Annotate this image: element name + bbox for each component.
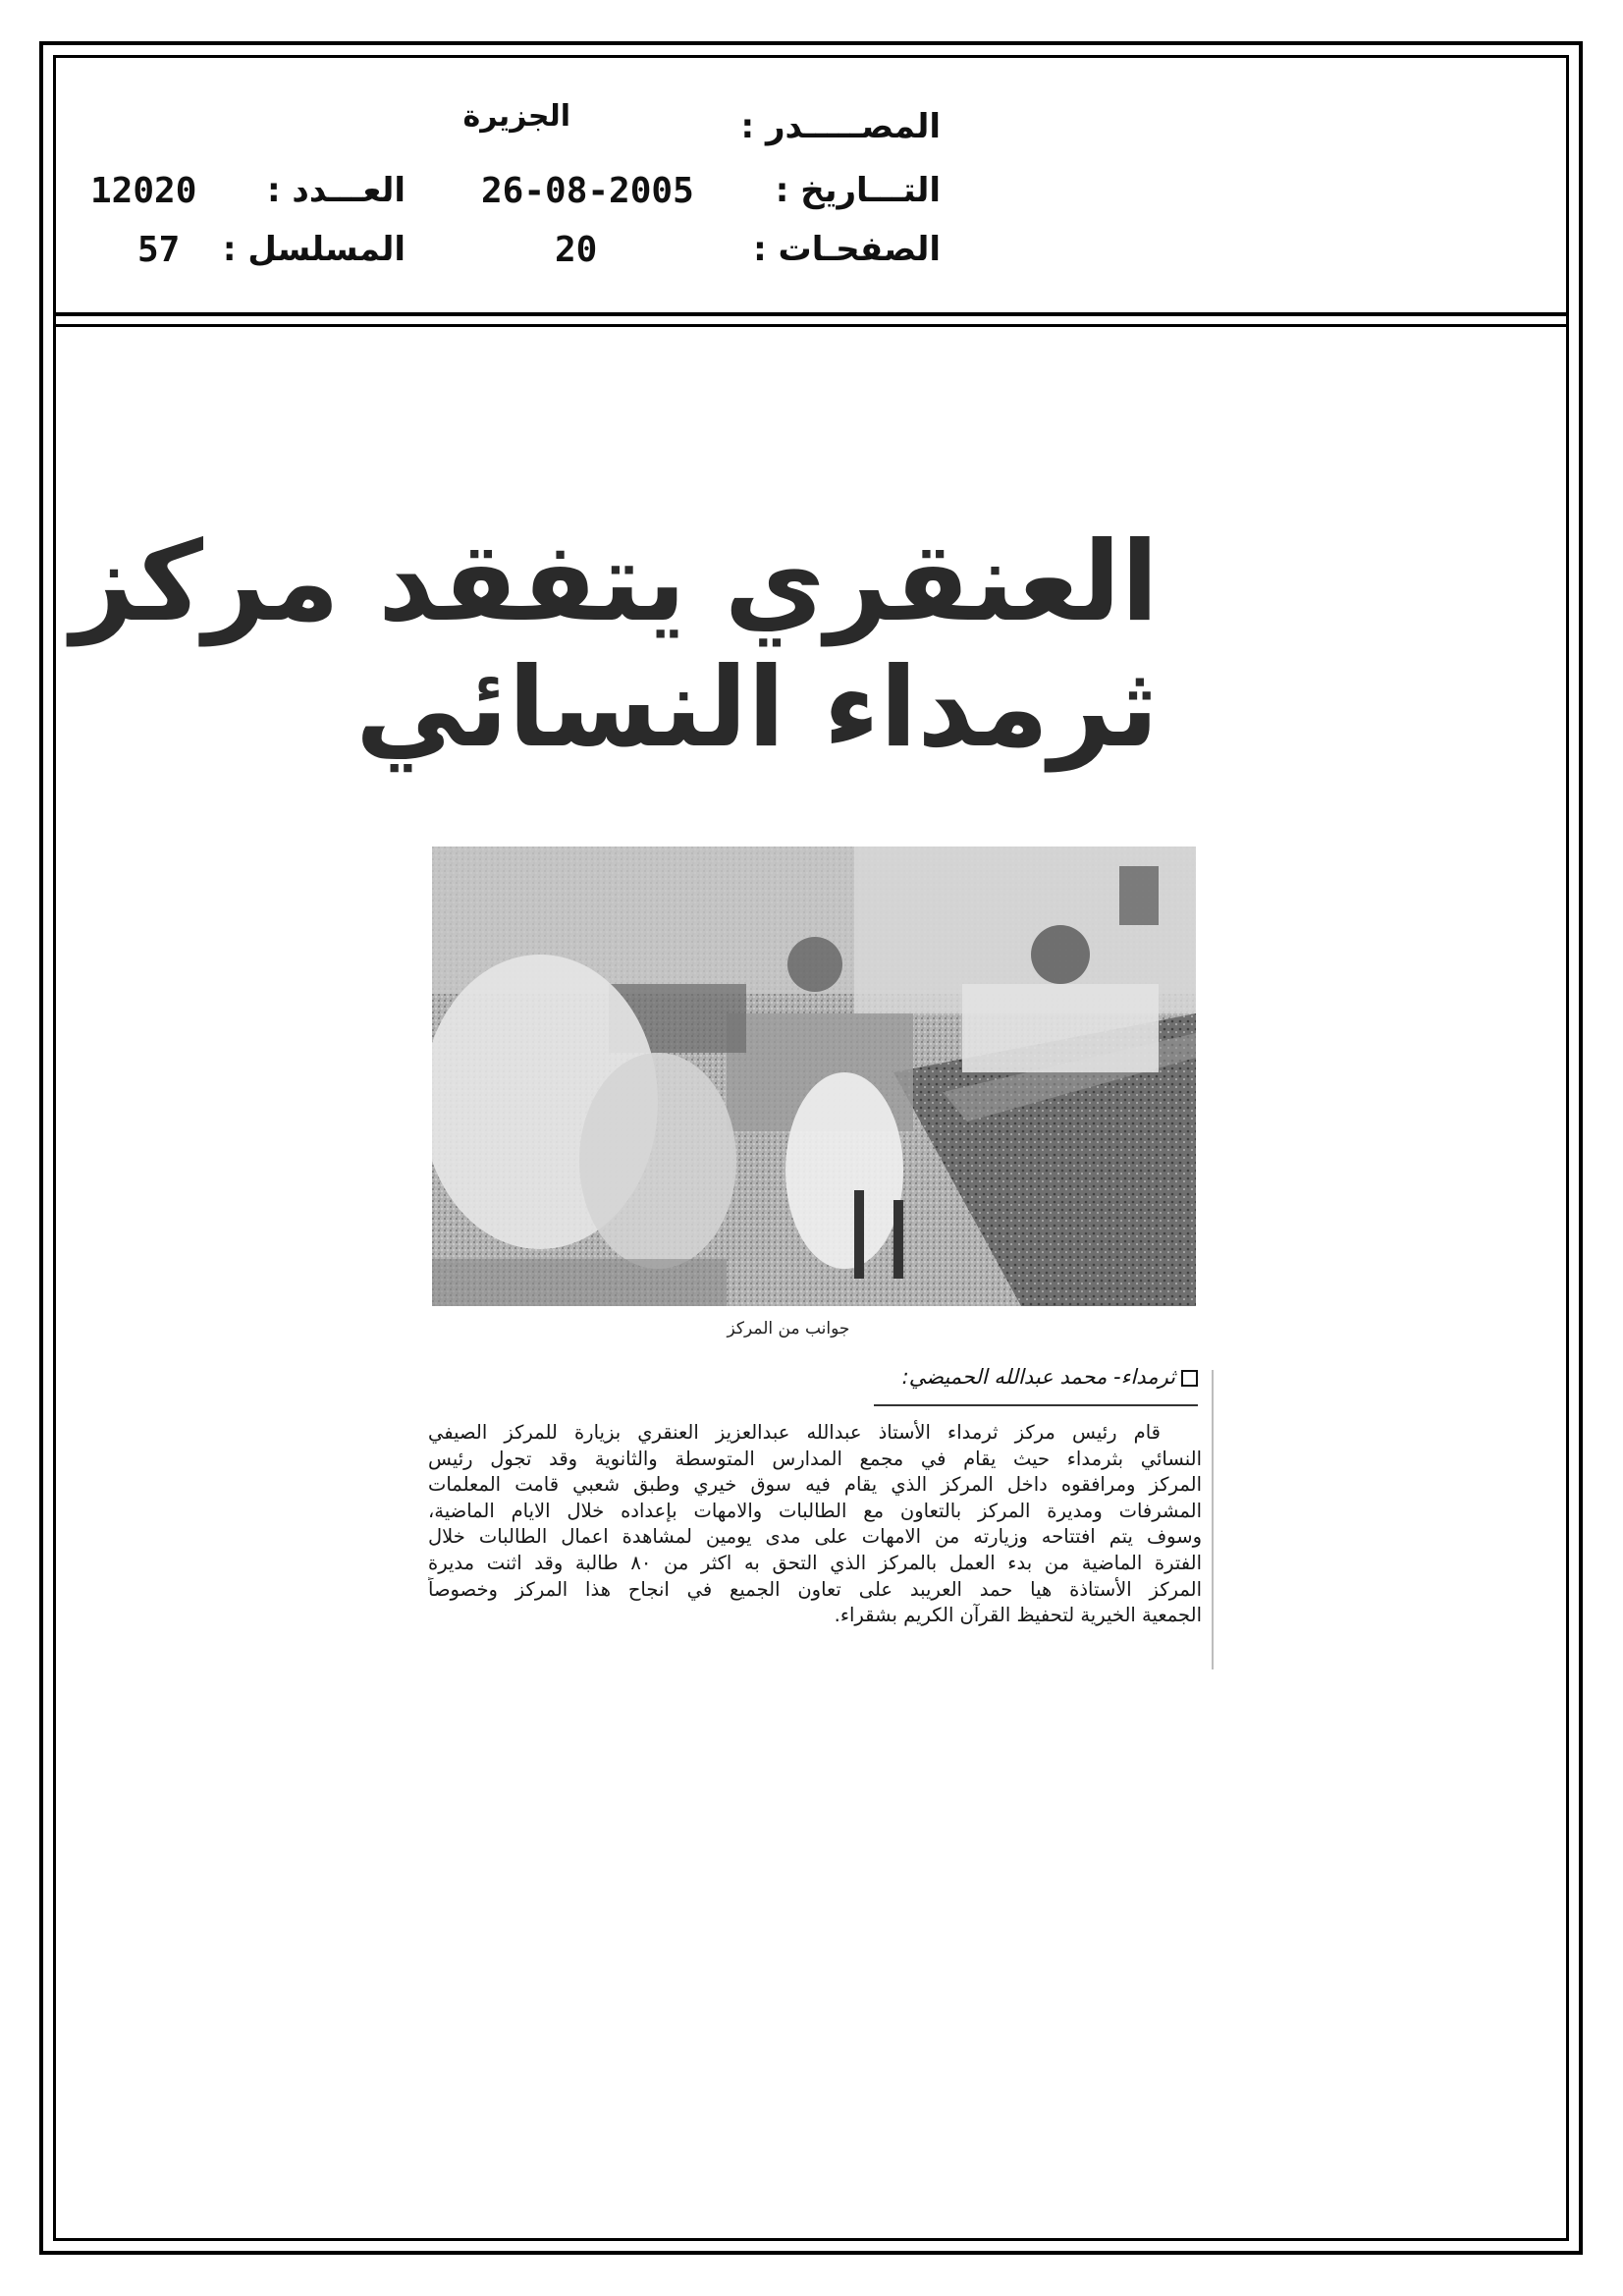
serial-label: المسلسل :	[222, 230, 406, 269]
source-value: الجزيرة	[462, 99, 570, 134]
body-line: وسوف يتم افتتاحه وزيارته من الامهات على مدى يومين لمشاهدة اعمال الطالبات خلال	[428, 1525, 1202, 1549]
photo-scene	[432, 847, 1196, 1306]
article-body	[428, 1420, 1202, 1629]
column-rule	[1212, 1370, 1214, 1669]
photo-caption: جوانب من المركز	[727, 1319, 850, 1339]
article-photo	[432, 847, 1196, 1306]
article-headline	[71, 519, 1159, 772]
pages-value: 20	[555, 230, 598, 270]
header-divider-double	[53, 324, 1569, 327]
date-value: 26-08-2005	[481, 171, 694, 211]
issue-value: 12020	[90, 171, 197, 211]
body-line: الفترة الماضية من بدء العمل بالمركز الذي التحق به اكثر من ٨٠ طالبة وقد اثنت مديرة	[428, 1551, 1202, 1574]
body-line: المشرفات ومديرة المركز بالتعاون مع الطالبات والامهات بإعداده خلال الايام الماضية،	[428, 1499, 1202, 1522]
body-line: المركز الأستاذة هيا حمد العريبد على تعاون الجميع في انجاح هذا المركز وخصوصاً	[428, 1577, 1202, 1601]
byline-square-icon	[1181, 1370, 1198, 1387]
issue-label: العـــدد :	[267, 171, 406, 210]
source-label: المصـــــدر :	[740, 107, 941, 146]
article-byline	[864, 1365, 1198, 1389]
body-line: الجمعية الخيرية لتحفيظ القرآن الكريم بشقراء.	[834, 1604, 1202, 1627]
body-line: المركز ومرافقوه داخل المركز الذي يقام فيه سوق خيري وطبق شعبي قامت المعلمات	[428, 1473, 1202, 1497]
body-line: قام رئيس مركز ثرمداء الأستاذ عبدالله عبدالعزيز العنقري بزيارة للمركز الصيفي	[428, 1421, 1161, 1444]
headline-line-2: ثرمداء النسائي	[355, 643, 1159, 772]
header-divider	[53, 312, 1569, 316]
byline-text: ثرمداء- محمد عبدالله الحميضي:	[901, 1365, 1175, 1389]
pages-label: الصفحـات :	[753, 230, 941, 269]
byline-rule	[874, 1404, 1198, 1406]
headline-line-1: العنقري يتفقد مركز	[71, 519, 1159, 646]
serial-value: 57	[137, 230, 181, 270]
date-label: التـــاريخ :	[775, 171, 941, 210]
body-line: النسائي بثرمداء حيث يقام في مجمع المدارس المتوسطة والثانوية وقد تجول رئيس	[428, 1447, 1202, 1470]
